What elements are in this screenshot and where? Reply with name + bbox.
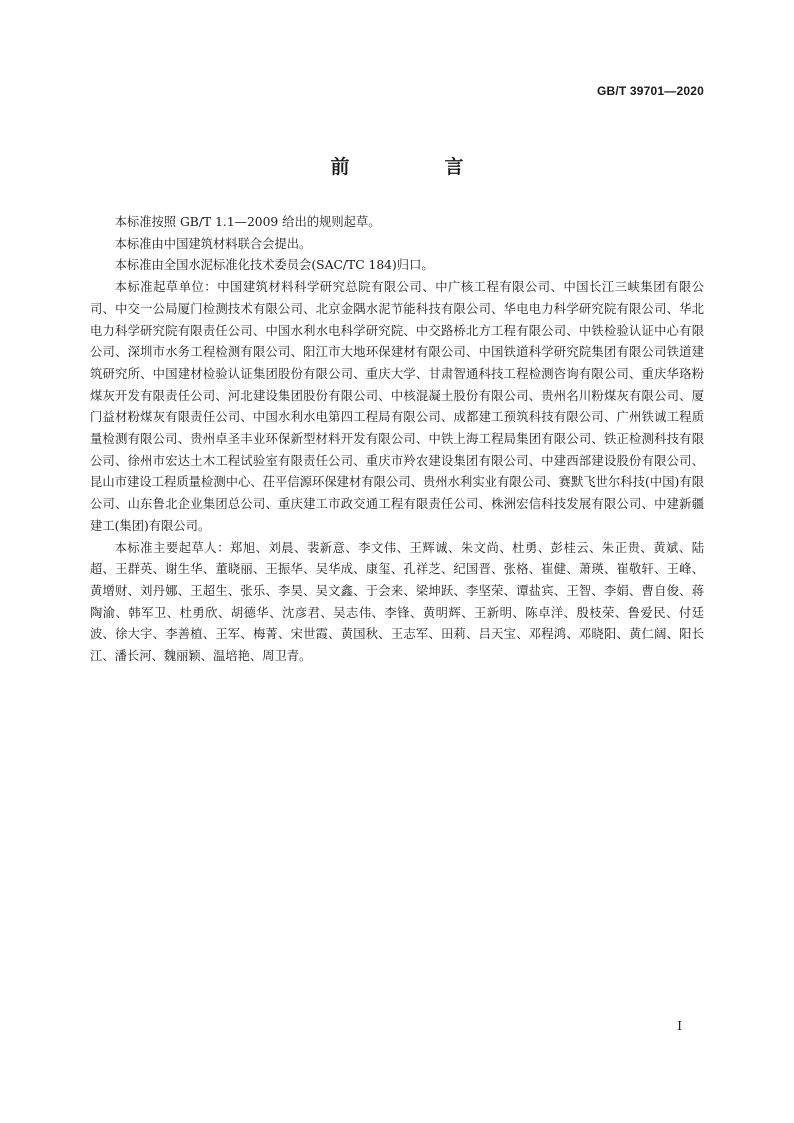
paragraph-administrator: 本标准由全国水泥标准化技术委员会(SAC/TC 184)归口。 bbox=[114, 258, 434, 273]
paragraph-drafters: 本标准主要起草人：郑旭、刘晨、裴新意、李文伟、王辉诚、朱文尚、杜勇、彭桂云、朱正贵、黄斌、陆超、王群英、谢生华、董晓丽、王振华、吴华成、康玺、孔祥芝、纪国晋、张格、崔健、萧瑛、崔敬轩、王峰、黄增财、刘丹娜、王超生、张乐、李昊、吴文鑫、于会来、梁坤跃、李坚荣、谭盐宾、王智、李娟、曹自俊、蒋陶渝、韩军卫、杜勇欣、胡德华、沈彦君、吴志伟、李锋、黄明辉、王新明、陈卓洋、殷枝荣、鲁爱民、付廷波、徐大宇、李善植、王军、梅菁、宋世霞、黄国秋、王志军、田莉、吕天宝、邓程鸿、邓晓阳、黄仁阔、阳长江、潘长河、魏丽颖、温培艳、周卫青。 bbox=[90, 540, 704, 664]
paragraph-drafting-units: 本标准起草单位：中国建筑材料科学研究总院有限公司、中广核工程有限公司、中国长江三峡集团有限公司、中交一公局厦门检测技术有限公司、北京金隅水泥节能科技有限公司、华电电力科学研究院有限公司、华北电力科学研究院有限责任公司、中国水利水电科学研究院、中交路桥北方工程有限公司、中铁检验认证中心有限公司、深圳市水务工程检测有限公司、阳江市大地环保建材有限公司、中国铁道科学研究院集团有限公司铁道建筑研究所、中国建材检验认证集团股份有限公司、重庆大学、甘肃智通科技工程检测咨询有限公司、重庆华珞粉煤灰开发有限责任公司、河北建设集团股份有限公司、中核混凝土股份有限公司、贵州名川粉煤灰有限公司、厦门益材粉煤灰有限责任公司、中国水利水电第四工程局有限公司、成都建工预筑科技有限公司、广州铁诚工程质量检测有限公司、贵州卓圣丰业环保新型材料开发有限公司、中铁上海工程局集团有限公司、铁正检测科技有限公司、徐州市宏达土木工程试验室有限责任公司、重庆市羚农建设集团有限公司、中建西部建设股份有限公司、昆山市建设工程质量检测中心、茌平信源环保建材有限公司、贵州水利实业有限公司、赛默飞世尔科技(中国)有限公司、山东鲁北企业集团总公司、重庆建工市政交通工程有限责任公司、株洲宏信科技发展有限公司、中建新疆建工(集团)有限公司。 bbox=[90, 280, 704, 533]
paragraph-proposer: 本标准由中国建筑材料联合会提出。 bbox=[114, 236, 312, 251]
page-number: I bbox=[677, 1019, 682, 1033]
page-title: 前 言 bbox=[330, 156, 502, 178]
paragraph-drafting-rules: 本标准按照 GB/T 1.1—2009 给出的规则起草。 bbox=[114, 215, 381, 229]
standard-number: GB/T 39701—2020 bbox=[596, 84, 704, 98]
foreword-body bbox=[90, 212, 704, 668]
